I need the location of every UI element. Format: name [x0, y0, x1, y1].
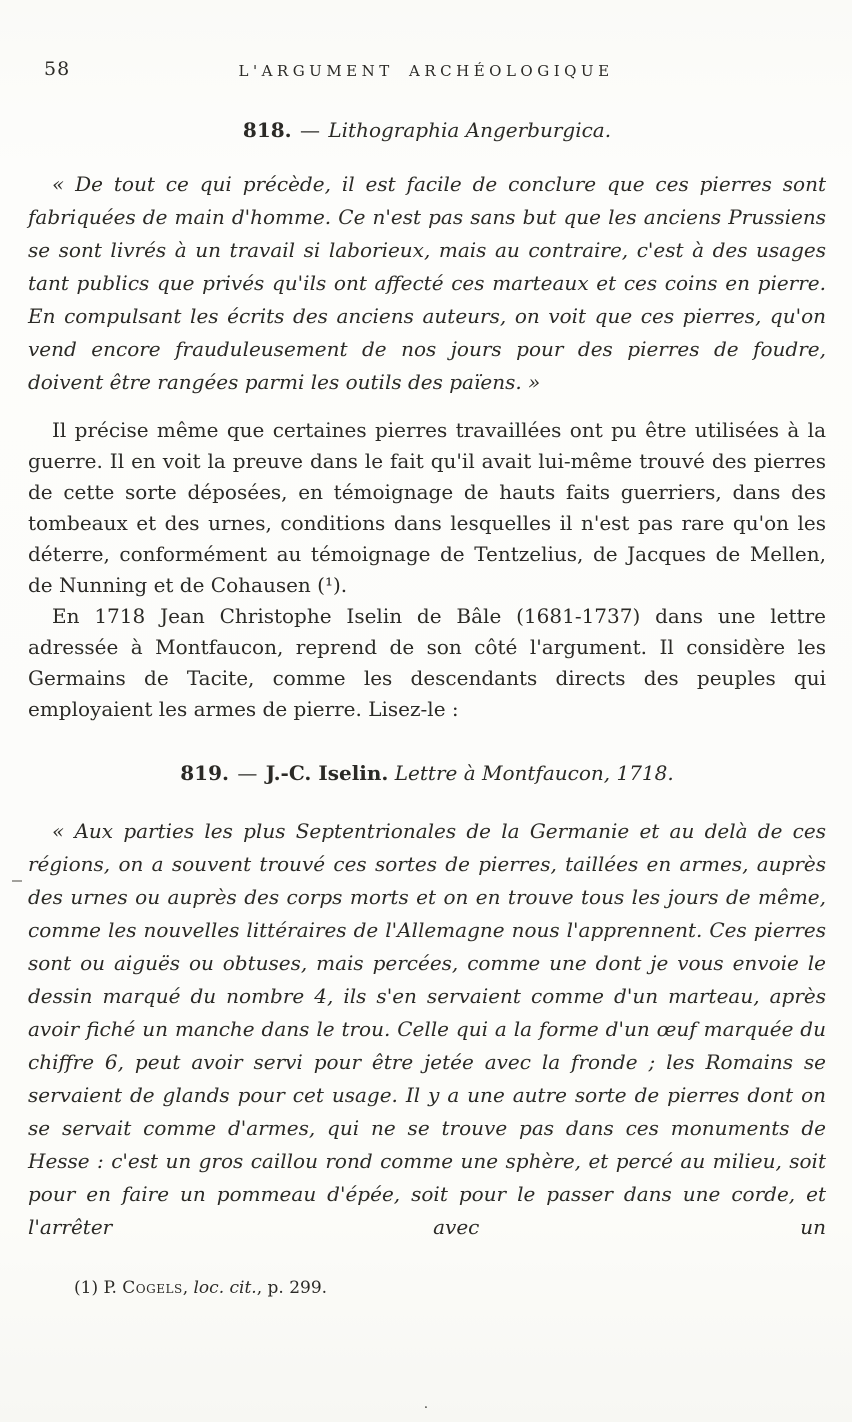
section-819-title: Lettre à Montfaucon, 1718.: [394, 761, 674, 785]
running-title: L'ARGUMENT ARCHÉOLOGIQUE: [238, 62, 614, 80]
section-818-number: 818.: [242, 118, 292, 142]
signature-mark: .: [423, 1397, 429, 1412]
paragraph-precise: Il précise même que certaines pierres travaillées ont pu être utilisées à la guerre. Il en voit la preuve dans le fait qu'il avait lui-même trouvé des pierres de cette sorte déposées, en témoignage de hauts faits guerriers, dans des tombeaux et des urnes, conditions dans lesquelles il n'est pas rare qu'on les déterre, conformément au témoignage de Tentzelius, de Jacques de Mellen, de Nunning et de Cohausen (¹).: [28, 418, 826, 597]
footnote-loc-cit: loc. cit.: [193, 1278, 257, 1298]
footnote-page-ref: , p. 299.: [256, 1278, 328, 1298]
footnote-author: Cogels: [122, 1278, 183, 1298]
quote-818: « De tout ce qui précède, il est facile de conclure que ces pierres sont fabriquées de main d'homme. Ce n'est pas sans but que les anciens Prussiens se sont livrés à un travail si laborieux, mais au contraire, c'est à des usages tant publics que privés qu'ils ont affecté ces marteaux et ces coins en pierre. En compulsant les écrits des anciens auteurs, on voit que ces pierres, qu'on vend encore frauduleusement de nos jours pour des pierres de foudre, doivent être rangées parmi les outils des païens. »: [28, 172, 826, 394]
section-818-heading: [28, 118, 826, 142]
section-818-dash: —: [299, 118, 320, 142]
paragraph-iselin-intro: En 1718 Jean Christophe Iselin de Bâle (1681-1737) dans une lettre adressée à Montfaucon, reprend de son côté l'argument. Il considère les Germains de Tacite, comme les descendants directs des peuples qui employaient les armes de pierre. Lisez-le :: [28, 604, 826, 721]
section-819-heading: [28, 761, 826, 785]
footnote-prefix: (1) P.: [74, 1278, 123, 1298]
footnote: [74, 1278, 826, 1298]
section-818-title: Lithographia Angerburgica.: [328, 118, 612, 142]
section-819-number: 819.: [180, 761, 229, 785]
footnote-comma: ,: [182, 1278, 194, 1298]
section-819-dash: —: [237, 761, 258, 785]
page-number: 58: [44, 58, 71, 80]
quote-819: « Aux parties les plus Septentrionales de la Germanie et au delà de ces régions, on a souvent trouvé ces sortes de pierres, taillées en armes, auprès des urnes ou auprès des corps morts et on en trouve tous les jours de même, comme les nouvelles littéraires de l'Allemagne nous l'apprennent. Ces pierres sont ou aiguës ou obtuses, mais percées, comme une dont je vous envoie le dessin marqué du nombre 4, ils s'en servaient comme d'un marteau, après avoir fiché un manche dans le trou. Celle qui a la forme d'un œuf marquée du chiffre 6, peut avoir servi pour être jetée avec la fronde ; les Romains se servaient de glands pour cet usage. Il y a une autre sorte de pierres dont on se servait comme d'armes, qui ne se trouve pas dans ces monuments de Hesse : c'est un gros caillou rond comme une sphère, et percé au milieu, soit pour en faire un pommeau d'épée, soit pour le passer dans une corde, et l'arrêter avec un: [28, 819, 826, 1239]
section-819-author: J.-C. Iselin.: [265, 761, 389, 785]
margin-mark: [12, 880, 22, 882]
